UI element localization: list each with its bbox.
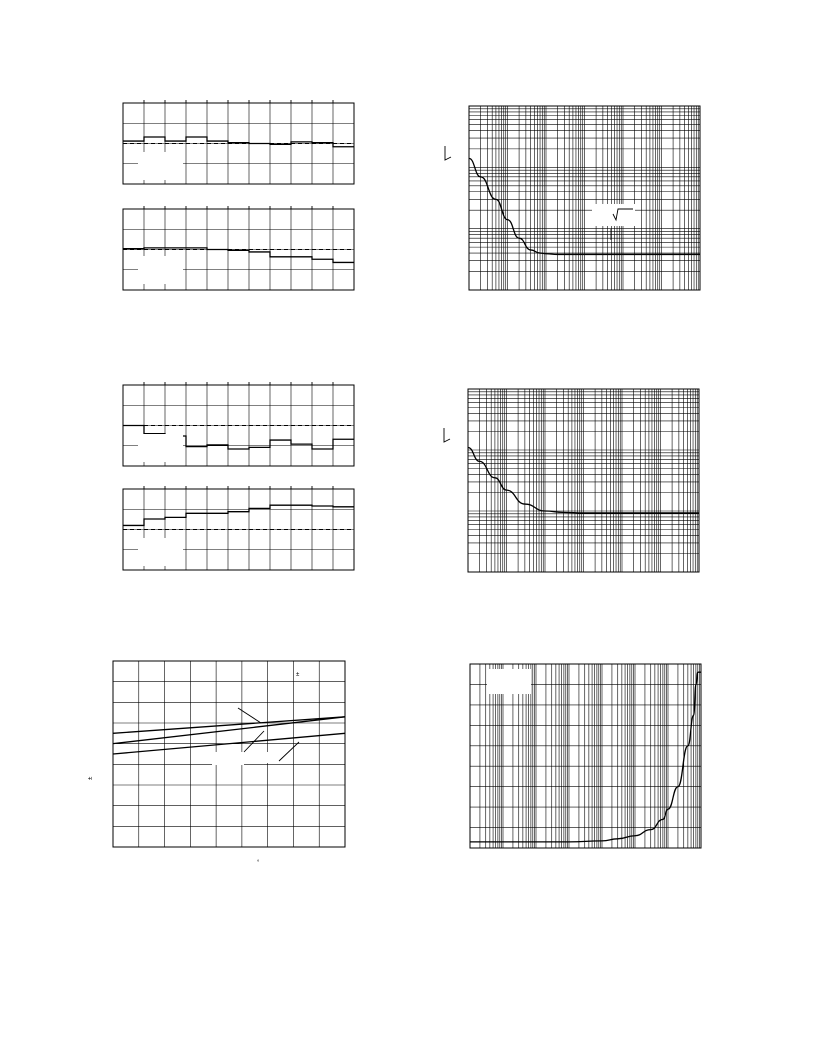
blanked-label [138, 538, 183, 566]
blanked-label [212, 752, 244, 765]
chart-strip-2 [123, 206, 354, 290]
blanked-label [138, 434, 183, 462]
blanked-label [255, 752, 285, 763]
chart-log-noise-2 [444, 389, 699, 572]
chart-log-rise [470, 664, 701, 848]
axis-glyph: ± [88, 776, 94, 780]
chart-linear-lines [88, 661, 345, 866]
corner-glyph: ± [296, 672, 300, 678]
chart-strip-4 [123, 486, 354, 570]
blanked-label [487, 669, 531, 694]
chart-strip-3 [123, 382, 354, 466]
blanked-label [138, 256, 183, 284]
chart-log-noise-1 [445, 106, 700, 290]
axis-glyph: ° [257, 860, 260, 866]
chart-strip-1 [123, 100, 354, 184]
axis-glyph [444, 428, 450, 442]
axis-glyph [445, 146, 451, 160]
blanked-label [138, 152, 183, 180]
